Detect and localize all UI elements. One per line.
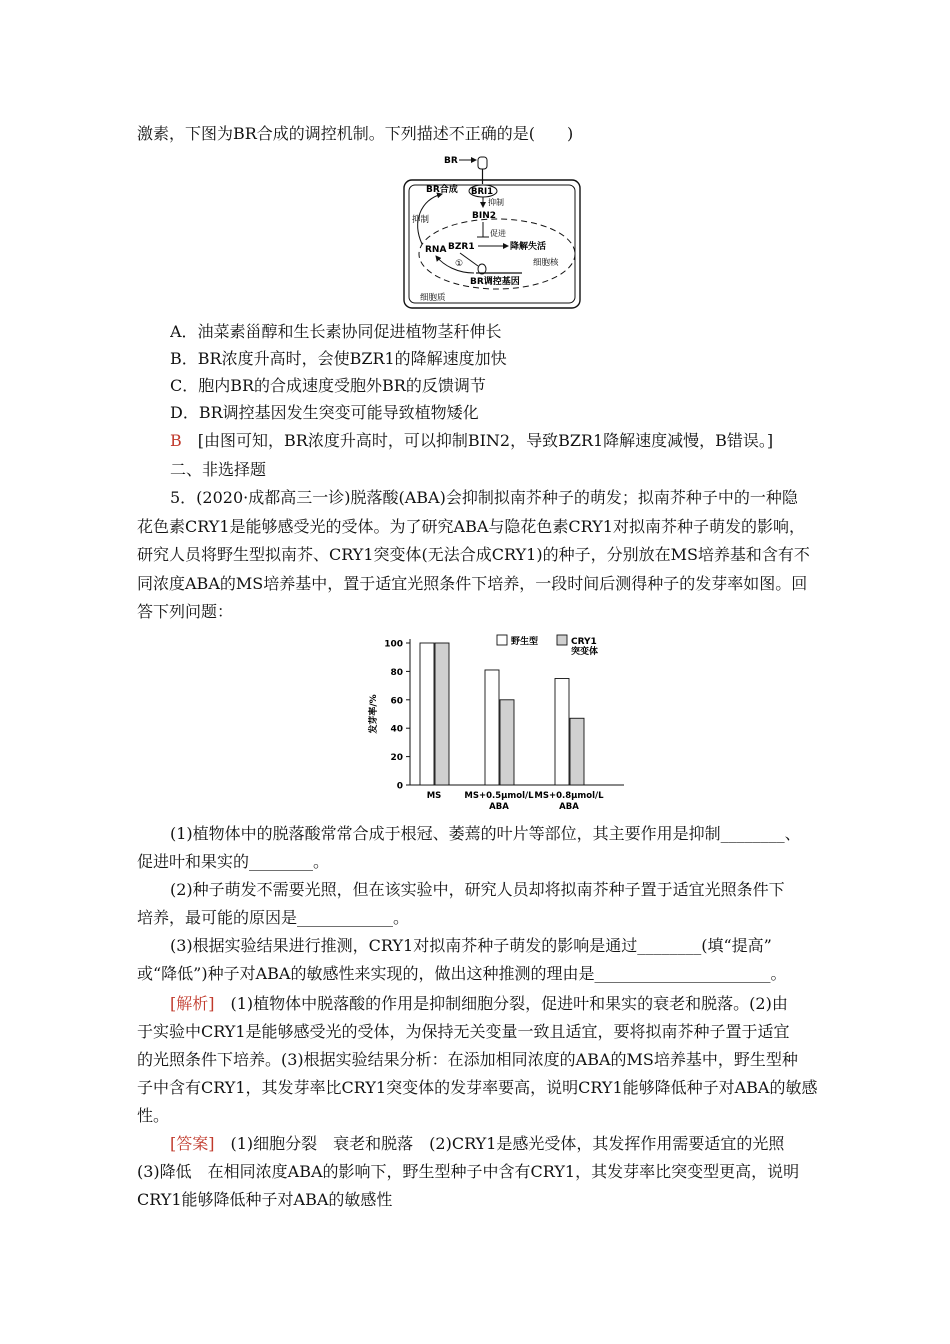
legend-label: CRY1 (571, 637, 597, 647)
bin2-label: BIN2 (472, 211, 497, 221)
br-synthesis-label: BR合成 (426, 185, 458, 195)
x-tick-label: ABA (489, 802, 509, 812)
answer-q4-letter: B (170, 431, 182, 450)
x-tick-label: MS (426, 791, 442, 801)
analysis-tag: [解析] (170, 994, 215, 1013)
bar-wildtype (420, 643, 434, 785)
q5-line-2: 花色素CRY1是能够感受光的受体。为了研究ABA与隐花色素CRY1对拟南芥种子萌发的影响， (137, 517, 805, 536)
y-tick-label: 80 (390, 667, 403, 678)
option-c: C．胞内BR的合成速度受胞外BR的反馈调节 (170, 376, 486, 395)
legend-swatch (557, 635, 567, 645)
circle-one-label: ① (455, 259, 464, 269)
answer-q5-tag: [答案] (170, 1134, 215, 1153)
cytoplasm-label: 细胞质 (420, 293, 446, 303)
option-d: D．BR调控基因发生突变可能导致植物矮化 (170, 403, 479, 422)
legend-swatch (497, 635, 507, 645)
q5-line-5: 答下列问题： (137, 602, 234, 621)
answer-q5-first: (1)细胞分裂 衰老和脱落 (2)CRY1是感光受体，其发挥作用需要适宜的光照 (214, 1134, 785, 1153)
analysis-line-1 (170, 990, 827, 1018)
subq-1-line-2: 促进叶和果实的________。 (137, 852, 330, 871)
x-tick-label: ABA (559, 802, 579, 812)
analysis-line-2: 于实验中CRY1是能够感受光的受体，为保持无关变量一致且适宜，要将拟南芥种子置于适宜 (137, 1022, 790, 1041)
analysis-line-4: 子中含有CRY1，其发芽率比CRY1突变体的发芽率要高，说明CRY1能够降低种子对ABA的敏感 (137, 1078, 818, 1097)
promote-label: 促进 (490, 229, 506, 238)
chart-svg (362, 628, 632, 816)
analysis-first: (1)植物体中脱落酸的作用是抑制细胞分裂，促进叶和果实的衰老和脱落。(2)由 (214, 994, 788, 1013)
subq-3-line-1: (3)根据实验结果进行推测，CRY1对拟南芥种子萌发的影响是通过________(填“提高” (170, 936, 772, 955)
subq-3-line-2: 或“降低”)种子对ABA的敏感性来实现的，做出这种推测的理由是______________________。 (137, 964, 787, 983)
answer-q4 (170, 427, 827, 455)
y-tick-label: 100 (384, 639, 403, 650)
bar-wildtype (555, 679, 569, 786)
question-intro: 激素，下图为BR合成的调控机制。下列描述不正确的是( ) (137, 124, 574, 143)
bzr1-label: BZR1 (448, 242, 475, 252)
q5-line-4: 同浓度ABA的MS培养基中，置于适宜光照条件下培养，一段时间后测得种子的发芽率如图。回 (137, 574, 808, 593)
germination-chart (362, 628, 632, 816)
legend-label: 野生型 (511, 637, 539, 647)
option-a: A．油菜素甾醇和生长素协同促进植物茎秆伸长 (170, 322, 502, 341)
x-tick-label: MS+0.5μmol/L (464, 791, 534, 801)
y-tick-label: 40 (390, 724, 403, 735)
legend-label: 突变体 (571, 647, 599, 657)
y-tick-label: 0 (396, 781, 403, 792)
receptor-head (478, 157, 487, 169)
answer-q4-text: [由图可知，BR浓度升高时，可以抑制BIN2，导致BZR1降解速度减慢，B错误。] (181, 431, 774, 450)
bar-wildtype (485, 670, 499, 785)
rna-label: RNA (425, 245, 447, 255)
y-tick-label: 20 (390, 753, 403, 764)
br-outside-label: BR (444, 156, 458, 166)
answer-q5-line-3: CRY1能够降低种子对ABA的敏感性 (137, 1190, 393, 1209)
br-regulation-diagram (398, 152, 586, 314)
y-tick-label: 60 (390, 696, 403, 707)
analysis-line-5: 性。 (137, 1106, 170, 1125)
diagram-svg (398, 152, 586, 314)
subq-2-line-1: (2)种子萌发不需要光照，但在该实验中，研究人员却将拟南芥种子置于适宜光照条件下 (170, 880, 785, 899)
answer-q5-line-1 (170, 1130, 827, 1158)
section-title: 二、非选择题 (170, 460, 267, 479)
bar-mutant (500, 700, 514, 785)
q5-line-1: 5．(2020·成都高三一诊)脱落酸(ABA)会抑制拟南芥种子的萌发；拟南芥种子中的一种隐 (170, 488, 798, 507)
nucleus-label: 细胞核 (533, 258, 559, 268)
q5-line-3: 研究人员将野生型拟南芥、CRY1突变体(无法合成CRY1)的种子，分别放在MS培养基和含有不 (137, 545, 810, 564)
subq-2-line-2: 培养，最可能的原因是____________。 (137, 908, 410, 927)
option-b: B．BR浓度升高时，会使BZR1的降解速度加快 (170, 349, 507, 368)
answer-q5-line-2: (3)降低 在相同浓度ABA的影响下，野生型种子中含有CRY1，其发芽率比突变型更高，说明 (137, 1162, 800, 1181)
bar-mutant (435, 643, 449, 785)
bri1-label: BRI1 (471, 187, 494, 197)
inhibit-label-top: 抑制 (488, 198, 504, 207)
y-axis-label: 发芽率/% (369, 694, 379, 734)
x-tick-label: MS+0.8μmol/L (534, 791, 604, 801)
bar-mutant (570, 718, 584, 785)
br-gene-label: BR调控基因 (470, 277, 520, 287)
inhibit-label-left: 抑制 (412, 215, 430, 225)
subq-1-line-1: (1)植物体中的脱落酸常常合成于根冠、萎蔫的叶片等部位，其主要作用是抑制________、 (170, 824, 801, 843)
analysis-line-3: 的光照条件下培养。(3)根据实验结果分析：在添加相同浓度的ABA的MS培养基中，野生型种 (137, 1050, 798, 1069)
degradation-label: 降解失活 (510, 242, 547, 252)
